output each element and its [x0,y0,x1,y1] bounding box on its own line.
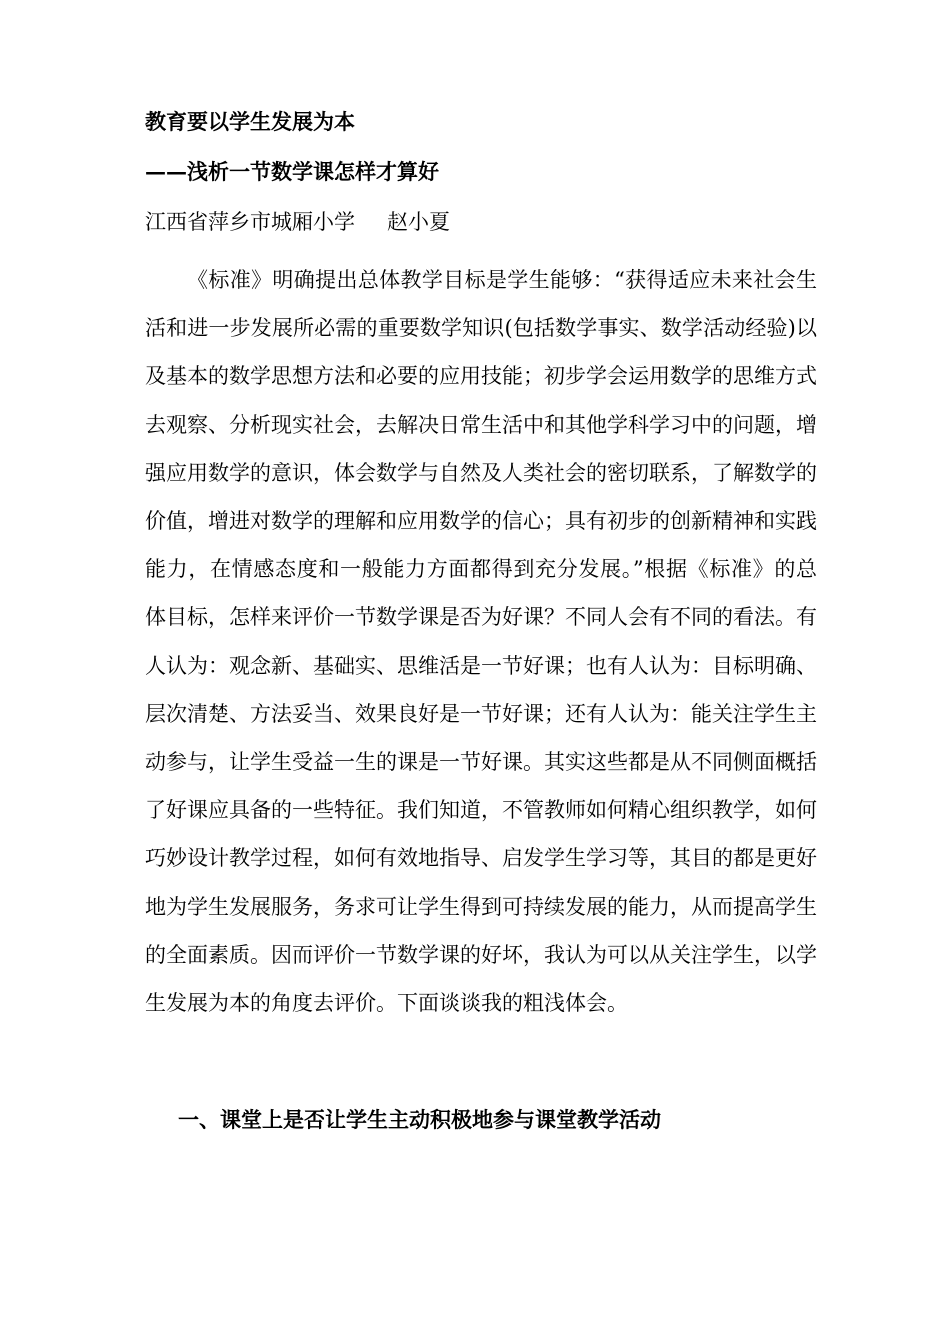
document-title: 教育要以学生发展为本 [145,109,355,134]
document-subtitle: ——浅析一节数学课怎样才算好 [145,159,439,184]
body-paragraph: 《标准》明确提出总体教学目标是学生能够：“获得适应未来社会生活和进一步发展所必需的重要数学知识(包括数学事实、数学活动经验)以及基本的数学思想方法和必要的应用技能；初步学会运用数学的思维方式去观察、分析现实社会，去解决日常生活中和其他学科学习中的问题，增强应用数学的意识，体会数学与自然及人类社会的密切联系，了解数学的价值，增进对数学的理解和应用数学的信心；具有初步的创新精神和实践能力，在情感态度和一般能力方面都得到充分发展。”根据《标准》的总体目标，怎样来评价一节数学课是否为好课？不同人会有不同的看法。有人认为：观念新、基础实、思维活是一节好课；也有人认为：目标明确、层次清楚、方法妥当、效果良好是一节好课；还有人认为：能关注学生主动参与，让学生受益一生的课是一节好课。其实这些都是从不同侧面概括了好课应具备的一些特征。我们知道，不管教师如何精心组织教学，如何巧妙设计教学过程，如何有效地指导、启发学生学习等，其目的都是更好地为学生发展服务，务求可让学生得到可持续发展的能力，从而提高学生的全面素质。因而评价一节数学课的好坏，我认为可以从关注学生，以学生发展为本的角度去评价。下面谈谈我的粗浅体会。 [145,268,817,1016]
author-line [145,200,817,244]
section-heading: 一、课堂上是否让学生主动积极地参与课堂教学活动 [178,1107,661,1132]
author-name: 赵小夏 [387,210,450,234]
author-school: 江西省萍乡市城厢小学 [145,210,355,234]
